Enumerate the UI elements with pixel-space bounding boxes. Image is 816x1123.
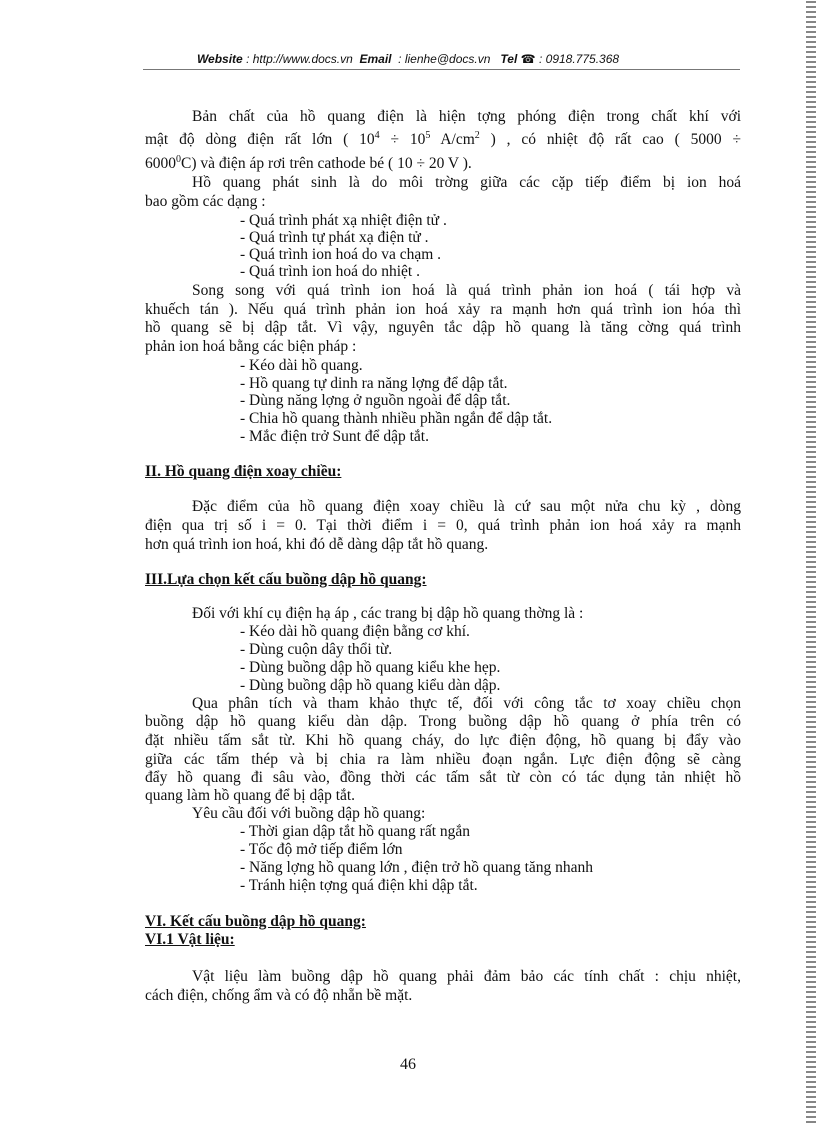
email-address[interactable]: lienhe@docs.vn — [404, 52, 491, 66]
website-url[interactable]: http://www.docs.vn — [252, 52, 353, 66]
section-heading: III.Lựa chọn kết cấu buồng dập hồ quang: — [145, 571, 427, 588]
tel-label: Tel — [500, 52, 518, 66]
paragraph-line: bao gồm các dạng : — [145, 193, 266, 210]
paragraph-line: Yêu cầu đối với buồng dập hồ quang: — [192, 805, 426, 822]
list-item: - Mắc điện trở Sunt để dập tắt. — [240, 428, 429, 445]
section-heading: II. Hồ quang điện xoay chiều: — [145, 463, 342, 480]
list-item: - Chia hồ quang thành nhiều phần ngắn để dập tắt. — [240, 410, 553, 427]
paragraph-line: giữa các tấm thép và bị chia ra làm nhiều đoạn ngắn. Lực điện động sẽ càng — [145, 751, 741, 768]
list-item: - Tốc độ mở tiếp điểm lớn — [240, 841, 403, 858]
paragraph-line: Vật liệu làm buồng dập hồ quang phải đảm bảo các tính chất : chịu nhiệt, — [192, 968, 741, 985]
scan-edge — [806, 0, 816, 1123]
list-item: - Dùng năng lợng ở nguồn ngoài để dập tắt. — [240, 392, 511, 409]
paragraph-line: đẩy hồ quang đi sâu vào, đồng thời các tấm sắt từ còn có tác dụng tản nhiệt hồ — [145, 769, 741, 786]
paragraph-line: Hồ quang phát sinh là do môi trờng giữa các cặp tiếp điểm bị ion hoá — [192, 174, 741, 191]
page-header: Website : http://www.docs.vn Email : lienhe@docs.vn Tel ☎ : 0918.775.368 — [196, 52, 620, 66]
list-item: - Kéo dài hồ quang. — [240, 357, 363, 374]
paragraph-line: quang làm hồ quang để bị dập tắt. — [145, 787, 356, 804]
list-item: - Dùng buồng dập hồ quang kiểu dàn dập. — [240, 677, 501, 694]
paragraph-line: Bản chất của hồ quang điện là hiện tợng phóng điện trong chất khí với — [192, 108, 741, 125]
list-item: - Quá trình phát xạ nhiệt điện tử . — [240, 212, 447, 229]
paragraph-line: Đối với khí cụ điện hạ áp , các trang bị dập hồ quang thờng là : — [192, 605, 584, 622]
paragraph-line: Đặc điểm của hồ quang điện xoay chiều là cứ sau một nửa chu kỳ , dòng — [192, 498, 741, 515]
list-item: - Hồ quang tự dinh ra năng lợng để dập tắt. — [240, 375, 508, 392]
list-item: - Quá trình ion hoá do va chạm . — [240, 246, 442, 263]
subsection-heading: VI.1 Vật liệu: — [145, 931, 235, 948]
paragraph-line: hơn quá trình ion hoá, khi đó dễ dàng dập tắt hồ quang. — [145, 536, 489, 553]
phone-icon: ☎ — [520, 52, 536, 66]
paragraph-line: khuếch tán ). Nếu quá trình phản ion hoá xảy ra mạnh hơn quá trình ion hóa thì — [145, 301, 741, 318]
paragraph-line: hồ quang sẽ bị dập tắt. Vì vậy, nguyên tắc dập hồ quang là tăng cờng quá trình — [145, 319, 741, 336]
list-item: - Quá trình tự phát xạ điện tử . — [240, 229, 429, 246]
list-item: - Kéo dài hồ quang điện bằng cơ khí. — [240, 623, 470, 640]
list-item: - Dùng buồng dập hồ quang kiểu khe hẹp. — [240, 659, 501, 676]
paragraph-line: đặt nhiều tấm sắt từ. Khi hồ quang cháy, do lực điện động, hồ quang bị đẩy vào — [145, 732, 741, 749]
paragraph-line: mật độ dòng điện rất lớn ( $10^4 \div 10^5$ $A/cm^2$ ) , có nhiệt độ rất cao ( 5000 ÷ — [145, 129, 741, 148]
tel-number: 0918.775.368 — [545, 52, 620, 66]
list-item: - Tránh hiện tợng quá điện khi dập tắt. — [240, 877, 478, 894]
header-divider — [143, 69, 740, 70]
email-label: Email — [359, 52, 392, 66]
list-item: - Dùng cuộn dây thổi từ. — [240, 641, 393, 658]
page-number: 46 — [400, 1056, 416, 1073]
list-item: - Năng lợng hồ quang lớn , điện trở hồ quang tăng nhanh — [240, 859, 594, 876]
paragraph-line: điện qua trị số i = 0. Tại thời điểm i = 0, quá trình phản ion hoá xảy ra mạnh — [145, 517, 741, 534]
website-label: Website — [196, 52, 243, 66]
list-item: - Quá trình ion hoá do nhiệt . — [240, 263, 420, 280]
list-item: - Thời gian dập tắt hồ quang rất ngắn — [240, 823, 471, 840]
paragraph-line: Qua phân tích và tham khảo thực tế, đối với công tắc tơ xoay chiều chọn — [192, 695, 741, 712]
paragraph-line: phản ion hoá bằng các biện pháp : — [145, 338, 357, 355]
paragraph-line: Song song với quá trình ion hoá là quá trình phản ion hoá ( tái hợp và — [192, 282, 741, 299]
paragraph-line: cách điện, chống ẩm và có độ nhẵn bề mặt. — [145, 987, 413, 1004]
paragraph-line: buồng dập hồ quang kiểu dàn dập. Trong buồng dập hồ quang ở phía trên có — [145, 713, 741, 730]
section-heading: VI. Kết cấu buồng dập hồ quang: — [145, 913, 366, 930]
paragraph-line: 6000$^0$C) và điện áp rơi trên cathode bé ( 10 ÷ 20 V ). — [145, 153, 472, 172]
